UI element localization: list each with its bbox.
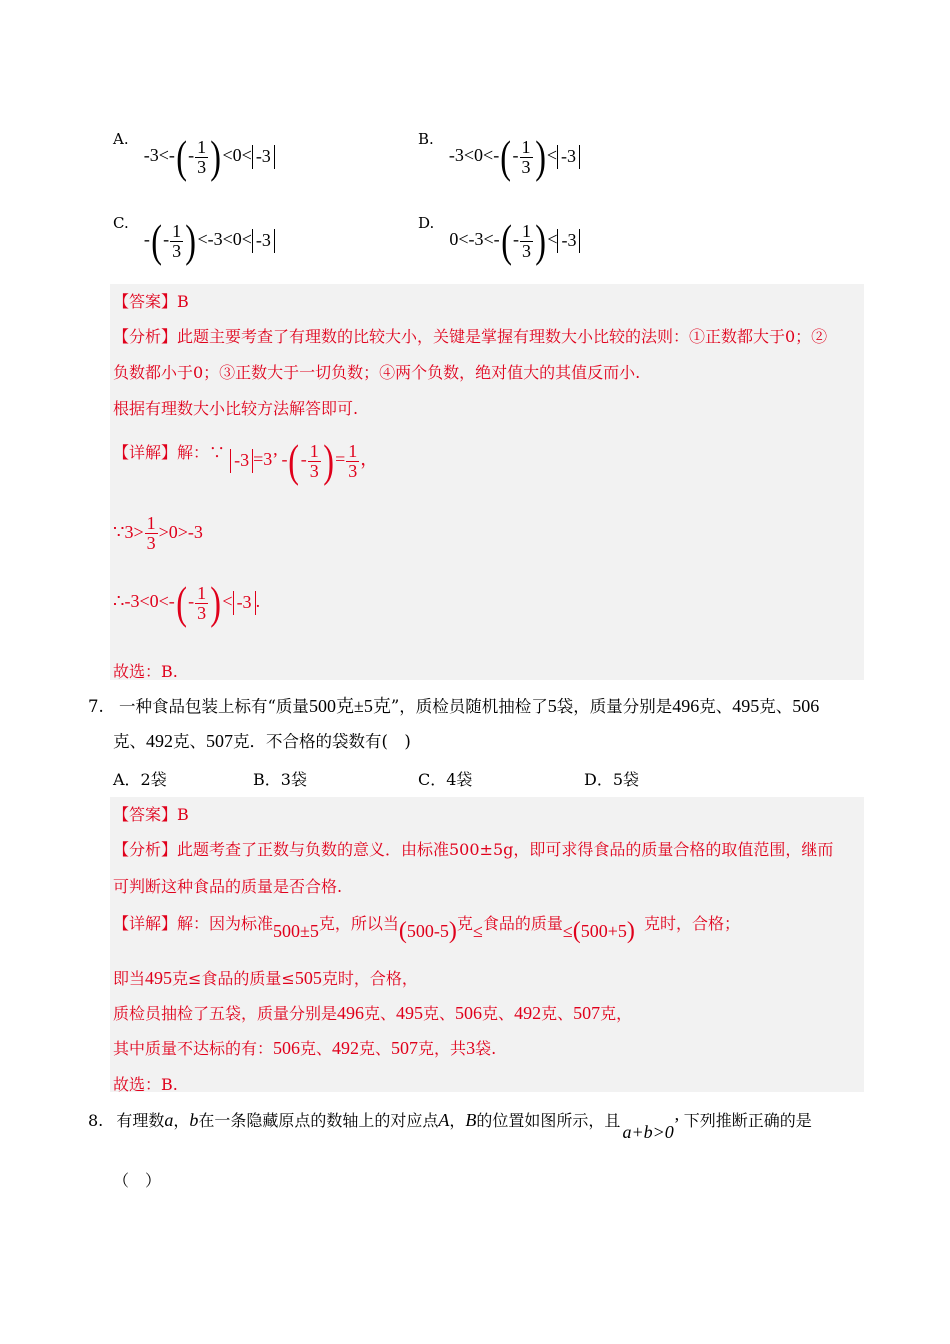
detail-line-1: 【详解】解：∵ -3 =3’ -(- $\frac{1}{3}$ )= $\frac{1}{3}$ ， xyxy=(113,435,379,486)
question-text: 克、 xyxy=(173,732,206,751)
math-text: - xyxy=(512,229,519,250)
detail-text: 克≤食品的质量≤ xyxy=(172,969,295,988)
question-text: 有理数 xyxy=(116,1111,165,1130)
math-text: 495 xyxy=(396,1003,424,1023)
question-7-line-1 xyxy=(88,692,819,718)
detail-text: 其中质量不达标的有： xyxy=(113,1039,274,1058)
math-text: ≤ xyxy=(562,921,573,941)
question-text: 克．不合格的袋数有( ) xyxy=(233,732,411,751)
question-text: 克、 xyxy=(699,697,733,716)
fraction: $\frac{1}{3}$ xyxy=(146,513,156,553)
q7-option-b: B．3袋 xyxy=(253,770,307,789)
conclusion-line: 故选：B. xyxy=(113,662,178,681)
detail-text: 克、 xyxy=(541,1004,574,1023)
question-text: ”，质检员随机抽检了 xyxy=(390,697,548,716)
absolute-value: -3 xyxy=(557,229,580,253)
math-text: 500-5 xyxy=(406,921,449,941)
detail-text: 质检员抽检了五袋，质量分别是 xyxy=(113,1004,338,1023)
math-text: - xyxy=(188,591,195,612)
question-text: 在一条隐藏原点的数轴上的对应点 xyxy=(198,1111,439,1130)
math-text: - xyxy=(300,449,307,470)
detail-text: 克时，合格， xyxy=(321,969,418,988)
math-text: ’ xyxy=(272,449,278,470)
because-symbol: ∵ xyxy=(113,521,125,542)
variable: b xyxy=(189,1110,199,1130)
math-text: -3<0<- xyxy=(124,591,175,612)
math-text: >0>-3 xyxy=(158,521,203,542)
math-text: - xyxy=(512,145,519,166)
detail-text: 克、 xyxy=(482,1004,515,1023)
math-text: 0<-3<- xyxy=(449,229,500,250)
option-label: A. xyxy=(113,130,129,148)
math-text: < xyxy=(546,145,557,166)
absolute-value: -3 xyxy=(252,145,275,169)
detail-text: 克、 xyxy=(359,1039,392,1058)
math-text: 492 xyxy=(332,1038,360,1058)
detail-text: 【详解】解：因为标准 xyxy=(113,914,274,933)
q7-option-a: A．2袋 xyxy=(113,770,167,789)
analysis-line-2: 可判断这种食品的质量是否合格. xyxy=(113,877,343,896)
question-8-line-1 xyxy=(88,1108,812,1142)
detail-text: 食品的质量 xyxy=(482,914,563,933)
question-text: 下列推断正确的是 xyxy=(683,1111,812,1130)
fraction: $\frac{1}{3}$ xyxy=(521,136,531,177)
detail-prefix: 【详解】解：∵ xyxy=(113,443,226,462)
therefore-symbol: ∴ xyxy=(113,591,125,612)
question-number: 8. xyxy=(88,1111,104,1130)
math-text: =3 xyxy=(253,449,273,470)
math-text: <-3<0< xyxy=(197,229,252,250)
fraction: $\frac{1}{3}$ xyxy=(172,220,182,261)
math-text: 500+5 xyxy=(580,921,627,941)
analysis-line-1: 【分析】此题主要考查了有理数的比较大小，关键是掌握有理数大小比较的法则：①正数都大于0；② xyxy=(113,327,828,346)
conclusion-line: 故选：B. xyxy=(113,1075,178,1094)
math-text: ， xyxy=(360,449,379,470)
detail-line-3 xyxy=(113,1001,632,1024)
math-text: 496 xyxy=(337,1003,365,1023)
math-text: 3 xyxy=(466,1038,476,1058)
question-text: 袋，质量分别是 xyxy=(556,697,673,716)
detail-text: 克， xyxy=(600,1004,633,1023)
question-text: 一种食品包装上标有“质量 xyxy=(119,697,309,716)
analysis-line-3: 根据有理数大小比较方法解答即可. xyxy=(113,399,359,418)
fraction: $\frac{1}{3}$ xyxy=(197,136,207,177)
math-text: 505 xyxy=(294,968,322,988)
detail-line-2 xyxy=(113,514,203,553)
absolute-value: -3 xyxy=(557,145,580,169)
math-text: < xyxy=(222,591,233,612)
question-text: ， xyxy=(449,1111,466,1130)
detail-text: 克，共 xyxy=(418,1039,467,1058)
math-text: - xyxy=(143,229,150,250)
fraction: $\frac{1}{3}$ xyxy=(521,220,531,261)
fraction: $\frac{1}{3}$ xyxy=(348,440,358,481)
question-text: 507 xyxy=(206,731,233,751)
detail-text: 克、 xyxy=(300,1039,333,1058)
answer-line: 【答案】B xyxy=(113,805,189,824)
question-text: 克、 xyxy=(759,697,793,716)
detail-text: 克时，合格； xyxy=(643,914,740,933)
absolute-value: -3 xyxy=(233,591,256,615)
question-text: 496 xyxy=(672,696,700,716)
option-c: C. -(- $\frac{1}{3}$ )<-3<0< -3 xyxy=(113,214,275,260)
detail-text: 袋. xyxy=(475,1039,497,1058)
math-text: 3> xyxy=(124,521,144,542)
math-text: -3<- xyxy=(143,145,175,166)
math-text: - xyxy=(188,145,195,166)
detail-line-2 xyxy=(113,966,418,989)
math-text: ’ xyxy=(673,1114,680,1134)
variable: A xyxy=(438,1110,450,1130)
detail-text: 克 xyxy=(456,914,473,933)
math-text: 492 xyxy=(514,1003,542,1023)
math-text: 506 xyxy=(273,1038,301,1058)
variable: a xyxy=(164,1110,174,1130)
answer-parentheses: （ ） xyxy=(113,1171,162,1190)
absolute-value: -3 xyxy=(230,449,253,473)
math-text: . xyxy=(255,591,261,612)
option-a: A. -3<-(- $\frac{1}{3}$ )<0< -3 xyxy=(113,130,275,176)
math-text: -3<0<- xyxy=(448,145,500,166)
detail-text: 克、 xyxy=(364,1004,397,1023)
analysis-line-1: 【分析】此题考查了正数与负数的意义．由标准500±5g，即可求得食品的质量合格的取值范围，继而 xyxy=(113,840,834,859)
condition-math: a+b>0 xyxy=(622,1122,674,1142)
question-text: 506 xyxy=(792,696,820,716)
detail-line-4 xyxy=(113,1036,496,1059)
question-text: 495 xyxy=(732,696,760,716)
question-7-line-2 xyxy=(113,728,411,752)
question-text: 的位置如图所示，且 xyxy=(476,1111,621,1130)
math-text: 507 xyxy=(573,1003,601,1023)
q7-option-c: C．4袋 xyxy=(418,770,473,789)
detail-line-3: ∴-3<0<-(- $\frac{1}{3}$ )< -3 . xyxy=(113,577,261,628)
math-text: < xyxy=(547,229,558,250)
analysis-line-2: 负数都小于0；③正数大于一切负数；④两个负数，绝对值大的其值反而小. xyxy=(113,363,641,382)
option-b: B. -3<0<-(- $\frac{1}{3}$ )< -3 xyxy=(418,130,580,176)
question-text: 500克±5克 xyxy=(308,696,391,716)
question-text: 克、 xyxy=(113,732,146,751)
detail-line-1: 【详解】解：因为标准500±5克，所以当(500-5)克≤食品的质量≤(500+5) 克时，合格； xyxy=(113,914,740,944)
option-label: B. xyxy=(418,130,434,148)
detail-text: 克、 xyxy=(423,1004,456,1023)
math-text: 507 xyxy=(391,1038,419,1058)
math-text: 495 xyxy=(145,968,173,988)
answer-line: 【答案】B xyxy=(113,292,189,311)
math-text: ≤ xyxy=(472,921,483,941)
math-text: <0< xyxy=(222,145,252,166)
fraction: $\frac{1}{3}$ xyxy=(197,582,207,623)
fraction: $\frac{1}{3}$ xyxy=(309,440,319,481)
math-text: 506 xyxy=(455,1003,483,1023)
variable: B xyxy=(465,1110,477,1130)
math-text: - xyxy=(163,229,170,250)
option-label: C. xyxy=(113,214,129,232)
option-d: D. 0<-3<-(- $\frac{1}{3}$ )< -3 xyxy=(418,214,580,260)
detail-text: 即当 xyxy=(113,969,146,988)
detail-text: 克，所以当 xyxy=(318,914,399,933)
q7-option-d: D．5袋 xyxy=(584,770,640,789)
question-text: 492 xyxy=(146,731,173,751)
math-text: - xyxy=(281,449,288,470)
question-number: 7. xyxy=(88,697,104,716)
question-text: 5 xyxy=(547,696,557,716)
question-text: ， xyxy=(173,1111,190,1130)
math-text: 500±5 xyxy=(273,921,319,941)
math-text: = xyxy=(335,449,346,470)
option-label: D. xyxy=(418,214,435,232)
absolute-value: -3 xyxy=(252,229,275,253)
